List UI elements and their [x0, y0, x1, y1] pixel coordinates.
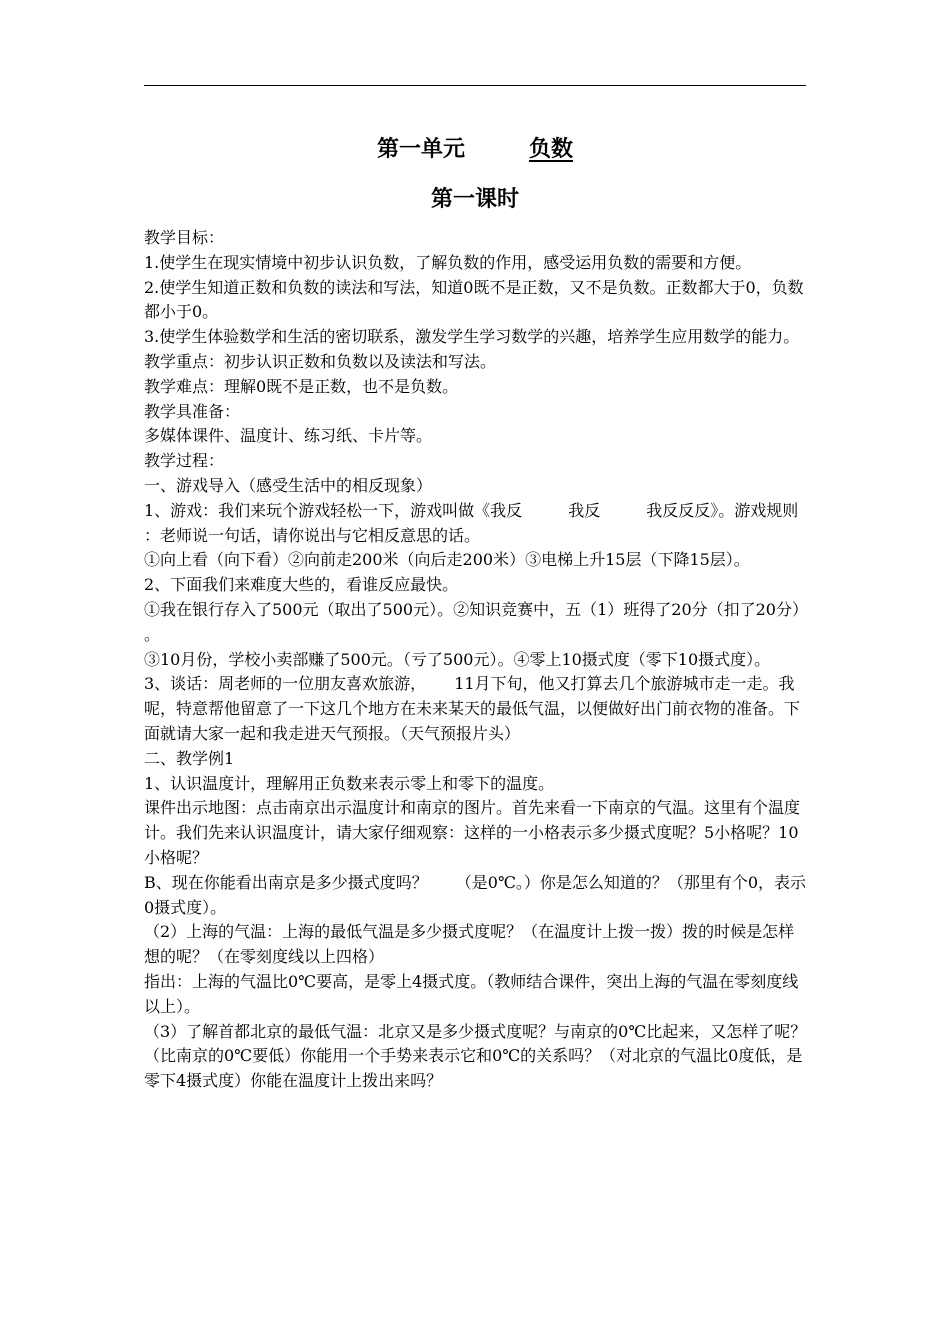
paragraph-talk [144, 672, 808, 746]
paragraph-shanghai: （2）上海的气温：上海的最低气温是多少摄式度呢？（在温度计上拨一拨）拨的时候是怎样想的呢？（在零刻度线以上四格） [144, 922, 795, 967]
game-text-c: 我反反反》。游戏规则：老师说一句话，请你说出与它相反意思的话。 [144, 500, 799, 545]
paragraph-shanghai-note: 指出：上海的气温比0℃要高，是零上4摄式度。（教师结合课件，突出上海的气温在零刻度线以上）。 [144, 971, 799, 1016]
paragraph-objective-3: 3.使学生体验数学和生活的密切联系，激发学生学习数学的兴趣，培养学生应用数学的能力。 [144, 327, 800, 347]
paragraph-process-heading: 教学过程： [144, 451, 225, 471]
paragraph-difficulty: 教学难点：理解0既不是正数，也不是负数。 [144, 376, 459, 396]
paragraph-harder: 2、下面我们来难度大些的，看谁反应最快。 [144, 575, 459, 595]
paragraph-opposites-2: ①我在银行存入了500元（取出了500元）。②知识竞赛中，五（1）班得了20分（扣了20分）。 [144, 599, 800, 644]
paragraph-section-1: 一、游戏导入（感受生活中的相反现象） [144, 475, 433, 495]
paragraph-objective-2: 2.使学生知道正数和负数的读法和写法，知道0既不是正数，又不是负数。正数都大于0，负数都小于0。 [144, 277, 804, 322]
paragraph-section-2: 二、教学例1 [144, 748, 235, 768]
lesson-title: 第一课时 [430, 187, 519, 212]
paragraph-beijing: （3）了解首都北京的最低气温：北京又是多少摄式度呢？与南京的0℃比起来，又怎样了呢？（比南京的0℃要低）你能用一个手势来表示它和0℃的关系吗？（对北京的气温比0度低，是零下4摄式度）你能在温度计上拨出来吗？ [144, 1021, 807, 1091]
talk-text-a: 3、谈话：周老师的一位朋友喜欢旅游， [144, 674, 427, 694]
unit-topic: 负数 [529, 137, 574, 162]
nanjing-text-b: （是0℃。）你是怎么知道的？（那里有个0，表示0摄式度）。 [144, 872, 807, 917]
paragraph-nanjing [144, 871, 808, 921]
paragraph-objective-1: 1.使学生在现实情境中初步认识负数，了解负数的作用，感受运用负数的需要和方便。 [144, 252, 752, 272]
paragraph-opposites-3: ③10月份，学校小卖部赚了500元。（亏了500元）。④零上10摄式度（零下10摄式度）。 [144, 649, 771, 669]
paragraph-objectives-heading: 教学目标： [144, 228, 225, 247]
paragraph-thermometer: 1、认识温度计，理解用正负数来表示零上和零下的温度。 [144, 773, 555, 793]
talk-text-b: 11月下旬，他又打算去几个旅游城市走一走。我呢，特意帮他留意了一下这几个地方在未来某天的最低气温，以便做好出门前衣物的准备。下面就请大家一起和我走进天气预报。（天气预报片头） [144, 674, 801, 743]
unit-title [144, 135, 806, 165]
nanjing-text-a: B、现在你能看出南京是多少摄式度吗？ [144, 872, 428, 892]
unit-label: 第一单元 [376, 137, 465, 162]
game-text-b: 我反 [568, 500, 601, 520]
lesson-body [144, 226, 808, 1094]
header-rule [144, 85, 806, 86]
paragraph-game [144, 499, 808, 549]
paragraph-opposites-1: ①向上看（向下看）②向前走200米（向后走200米）③电梯上升15层（下降15层）。 [144, 550, 750, 570]
paragraph-map: 课件出示地图：点击南京出示温度计和南京的图片。首先来看一下南京的气温。这里有个温度计。我们先来认识温度计，请大家仔细观察：这样的一小格表示多少摄式度呢？5小格呢？10小格呢？ [144, 798, 801, 867]
game-text-a: 1、游戏：我们来玩个游戏轻松一下，游戏叫做《我反 [144, 500, 523, 520]
paragraph-materials: 多媒体课件、温度计、练习纸、卡片等。 [144, 426, 433, 446]
paragraph-key-point: 教学重点：初步认识正数和负数以及读法和写法。 [144, 351, 497, 371]
paragraph-materials-heading: 教学具准备： [144, 401, 241, 421]
